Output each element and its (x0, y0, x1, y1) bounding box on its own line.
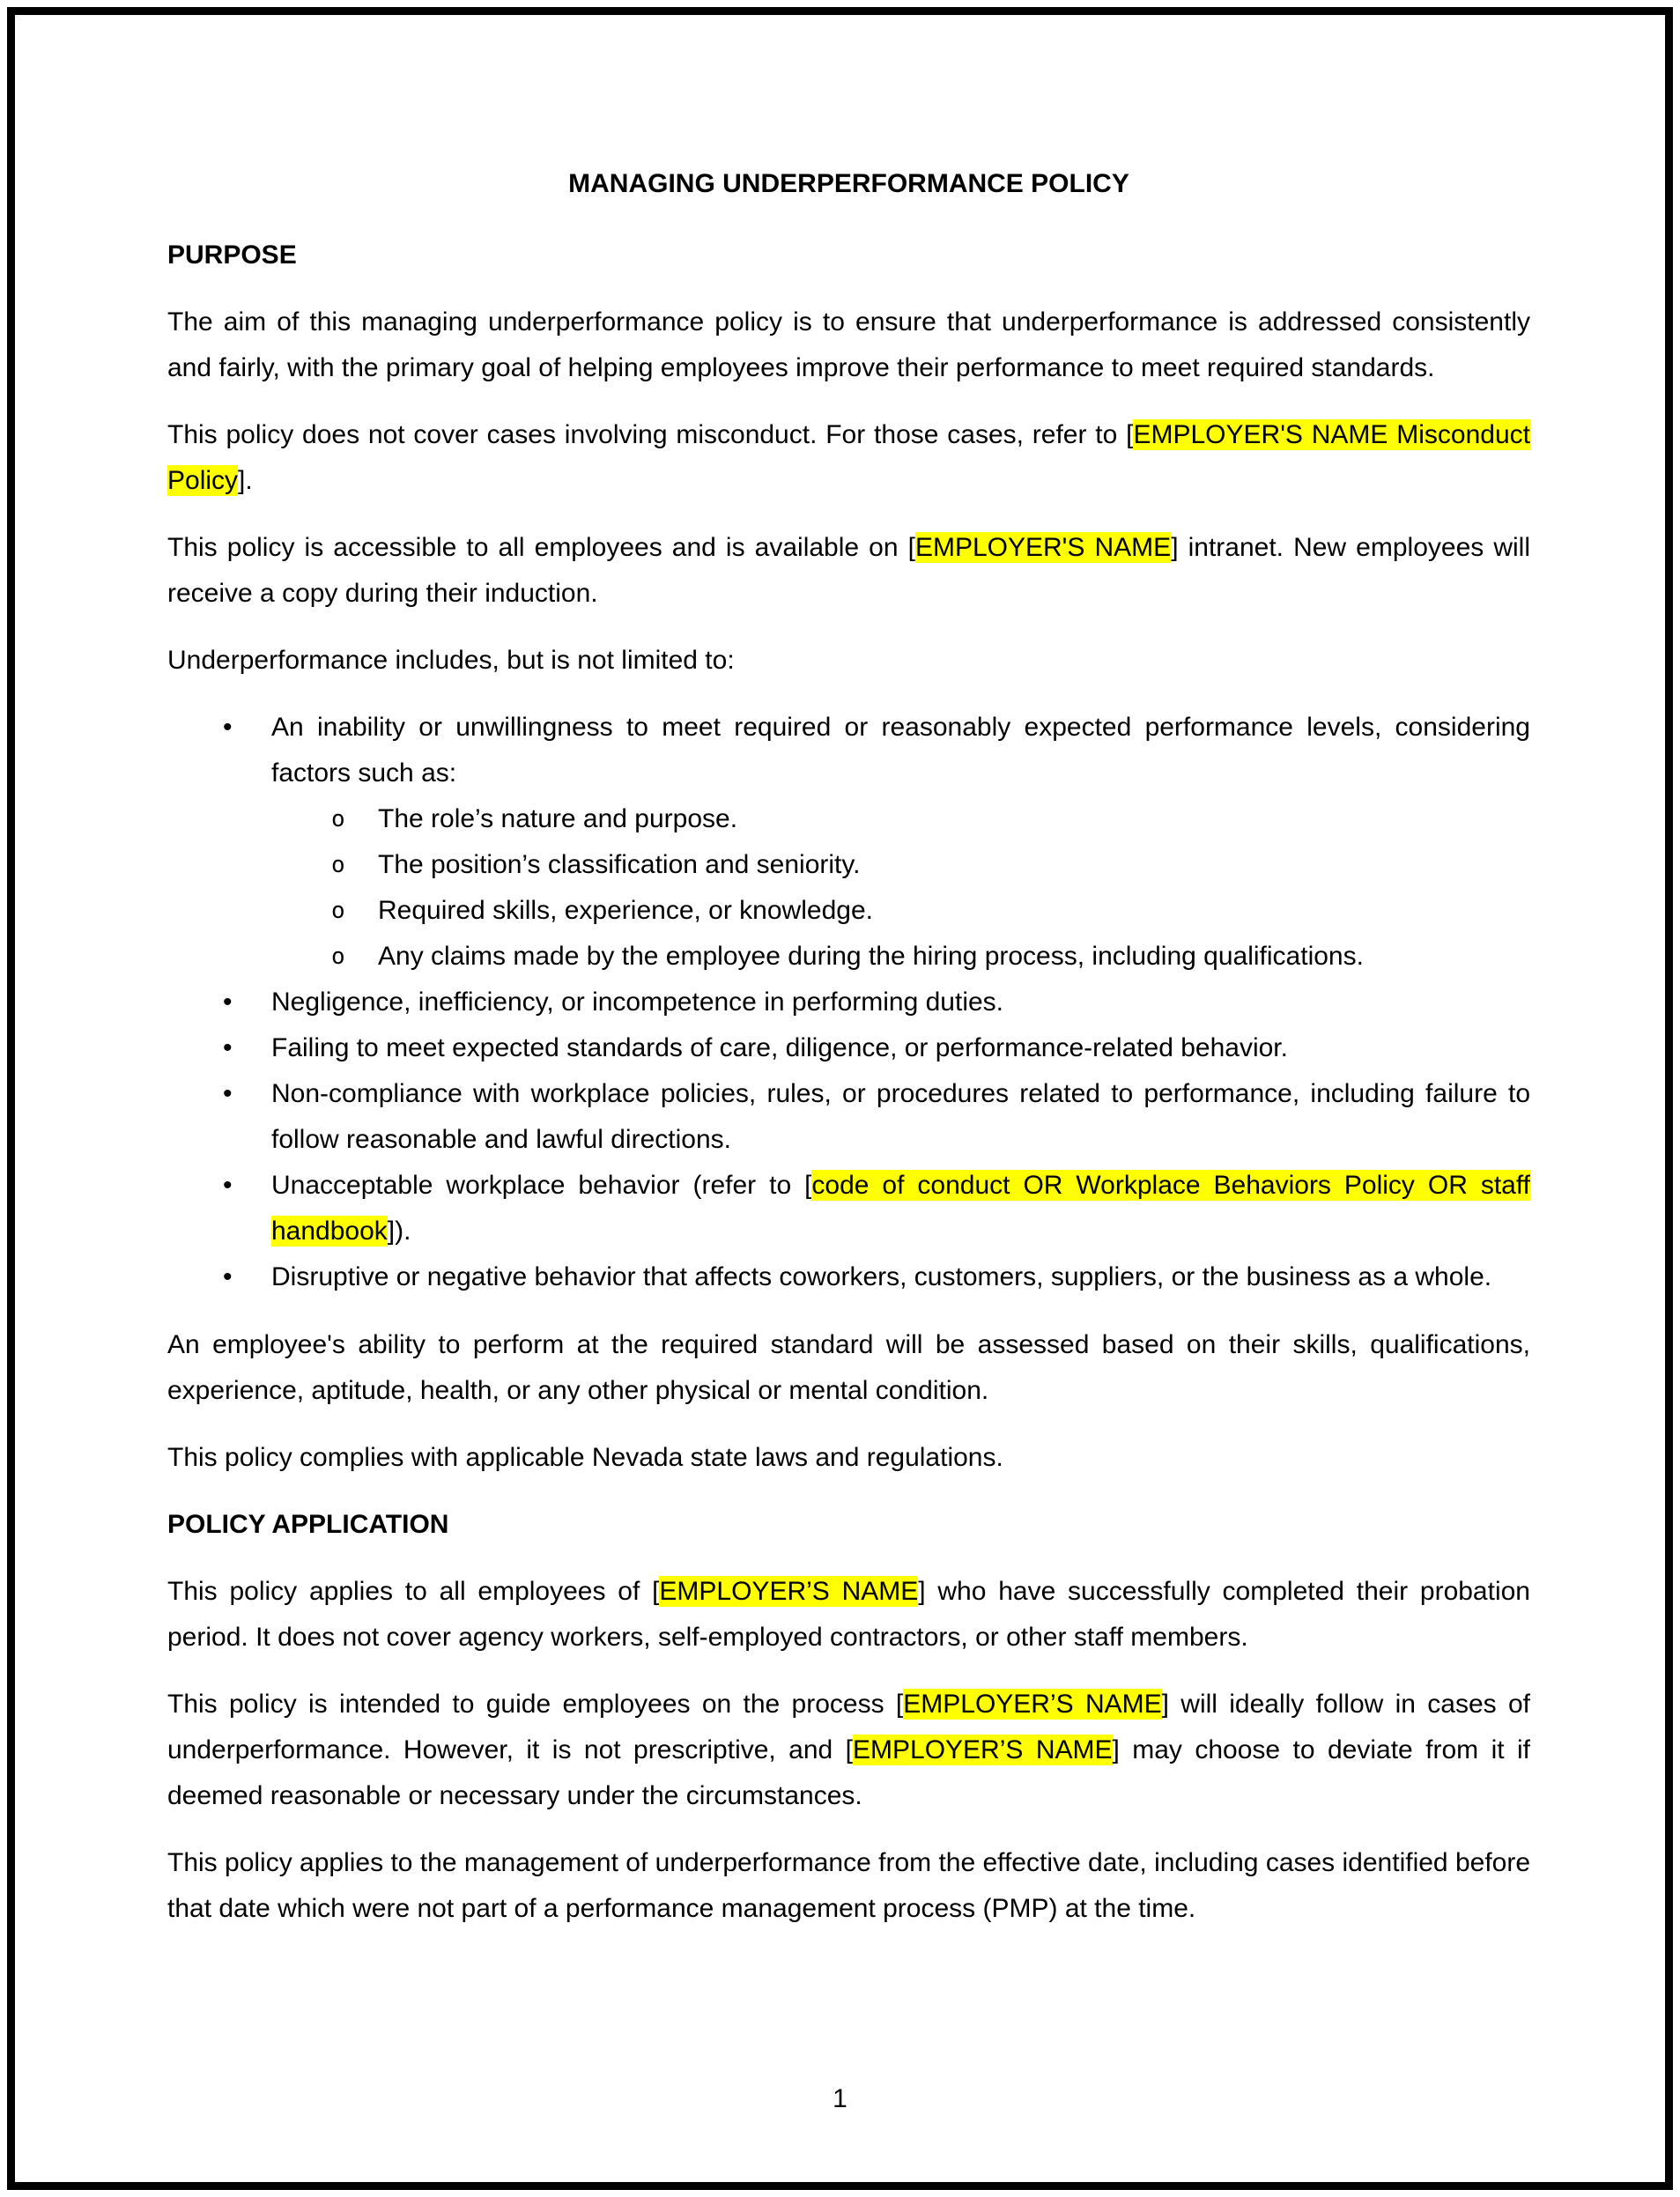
document-title: MANAGING UNDERPERFORMANCE POLICY (568, 169, 1129, 198)
bullet-icon: • (223, 1079, 233, 1108)
paragraph-text: ] intranet. New employees will receive a copy during their induction. (167, 533, 1531, 608)
sub-list-item-text: The role’s nature and purpose. (378, 804, 738, 833)
list-item-non-compliance (167, 1071, 1530, 1163)
paragraph-intended-guide (167, 1682, 1530, 1819)
highlighted-placeholder-conduct-policy: code of conduct OR Workplace Behaviors Policy OR staff handbook (271, 1171, 1530, 1246)
paragraph-effective-date: This policy applies to the management of underperformance from the effective date, including cases identified before that date which were not part of a performance management process (PMP) at the time. (167, 1848, 1531, 1923)
list-item-inability (167, 705, 1530, 980)
paragraph-applies-to-employees (167, 1569, 1530, 1661)
list-item-body (271, 705, 1530, 980)
section-heading-purpose: PURPOSE (167, 240, 297, 270)
circle-bullet-icon: o (331, 806, 345, 832)
list-item-text: Negligence, inefficiency, or incompetence in performing duties. (271, 988, 1004, 1017)
paragraph-text: ]. (238, 466, 253, 495)
list-item-text: Unacceptable workplace behavior (refer to [ (271, 1171, 812, 1200)
list-item-text: Failing to meet expected standards of care, diligence, or performance-related behavior. (271, 1033, 1288, 1062)
list-item-text: Non-compliance with workplace policies, rules, or procedures related to performance, including failure to follow reasonable and lawful directions. (271, 1079, 1530, 1154)
page-number: 1 (833, 2084, 847, 2113)
paragraph-text: This policy does not cover cases involving misconduct. For those cases, refer to [ (167, 420, 1134, 449)
paragraph-nevada-compliance: This policy complies with applicable Nevada state laws and regulations. (167, 1443, 1003, 1472)
sub-list-item-required-skills (271, 888, 1530, 934)
highlighted-placeholder-employer-name: EMPLOYER’S NAME (853, 1735, 1113, 1764)
paragraph-ability-assessment: An employee's ability to perform at the required standard will be assessed based on their skills, qualifications, experience, aptitude, health, or any other physical or mental condition. (167, 1330, 1530, 1405)
sub-list-item-text: The position’s classification and seniority. (378, 850, 861, 879)
list-item-negligence (167, 980, 1530, 1025)
circle-bullet-icon: o (331, 898, 345, 924)
list-item-text: Disruptive or negative behavior that affects coworkers, customers, suppliers, or the business as a whole. (271, 1262, 1492, 1291)
highlighted-placeholder-employer-name: EMPLOYER’S NAME (659, 1577, 919, 1606)
paragraph-text: ] will ideally follow in cases of underperformance. However, it is not prescriptive, and [ (167, 1690, 1531, 1764)
paragraph-aim: The aim of this managing underperformance policy is to ensure that underperformance is addressed consistently and fairly, with the primary goal of helping employees improve their performance to meet required standards. (167, 307, 1530, 382)
bullet-icon: • (223, 713, 233, 742)
list-item-failing-standards (167, 1025, 1530, 1071)
list-item-text: An inability or unwillingness to meet required or reasonably expected performance levels, considering factors such as: (271, 713, 1530, 788)
paragraph-text: This policy applies to all employees of [ (167, 1577, 660, 1606)
bullet-icon: • (223, 1033, 233, 1062)
highlighted-placeholder-employer-name: EMPLOYER'S NAME (914, 533, 1172, 562)
paragraph-text: ] may choose to deviate from it if deemed reasonable or necessary under the circumstances. (167, 1735, 1530, 1810)
paragraph-text: This policy is intended to guide employees on the process [ (167, 1690, 904, 1719)
paragraph-misconduct (167, 412, 1530, 504)
list-item-unacceptable-behavior (167, 1163, 1530, 1254)
paragraph-text: ] who have successfully completed their probation period. It does not cover agency workers, self-employed contractors, or other staff members. (167, 1577, 1530, 1652)
sub-list-item-text: Any claims made by the employee during the hiring process, including qualifications. (378, 942, 1364, 971)
paragraph-includes-intro: Underperformance includes, but is not limited to: (167, 646, 735, 675)
circle-bullet-icon: o (331, 852, 345, 878)
list-item-text: ]). (387, 1217, 411, 1246)
list-item-body (271, 1163, 1530, 1254)
bullet-icon: • (223, 988, 233, 1017)
bullet-icon: • (223, 1262, 233, 1291)
paragraph-text: This policy is accessible to all employees and is available on [ (167, 533, 915, 562)
list-item-disruptive-behavior (167, 1254, 1530, 1300)
highlighted-placeholder-misconduct-policy: EMPLOYER'S NAME Misconduct Policy (167, 420, 1530, 495)
circle-bullet-icon: o (331, 943, 345, 970)
sub-list-item-hiring-claims (271, 934, 1530, 980)
sub-bullet-list (271, 796, 1530, 980)
paragraph-intranet (167, 525, 1530, 617)
bullet-list (167, 705, 1530, 1300)
bullet-icon: • (223, 1171, 233, 1200)
sub-list-item-position-classification (271, 842, 1530, 888)
section-heading-policy-application: POLICY APPLICATION (167, 1510, 449, 1539)
sub-list-item-role-nature (271, 796, 1530, 842)
sub-list-item-text: Required skills, experience, or knowledge. (378, 896, 873, 925)
highlighted-placeholder-employer-name: EMPLOYER’S NAME (903, 1690, 1162, 1719)
